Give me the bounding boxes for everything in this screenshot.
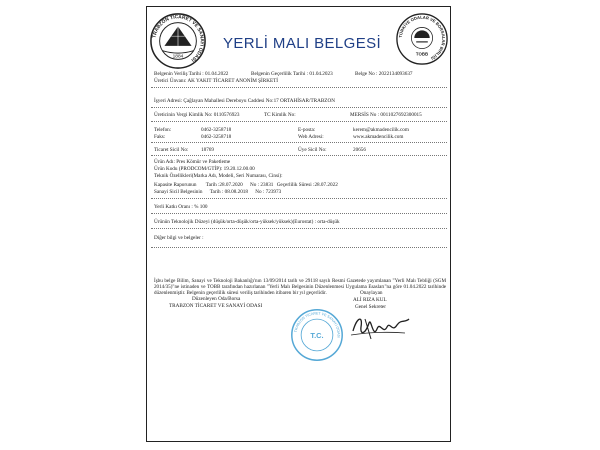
producer-row: Üretici Ünvanı: AK YAKIT TİCARET ANONİM ŞİRKETİ	[154, 78, 279, 84]
address-row: İşyeri Adresi: Çağlayan Mahallesi Dereboyu Caddesi No:17 ORTAHİSAR/TRABZON	[154, 98, 335, 104]
legal-body-text: İşbu belge Bilim, Sanayi ve Teknoloji Bakanlığı'nın 13/09/2014 tarih ve 29118 sayılı Resmi Gazetede yayımlanan "Yerli Malı Tebliği (SGM 2014/35)"ne istinaden ve TOBB tarafından hazırlanan "Yerli Malı Belgesinin Düzenlenmesi Uygulama Esasları"na göre 01.04.2022 tarihinde düzenlenmiştir. Belgenin geçerlilik süresi veriliş tarihinden itibaren bir yıl geçerlidir.	[154, 278, 446, 297]
document-number-row: Belge No : 2022134093637	[355, 71, 413, 77]
document-title: YERLİ MALI BELGESİ	[223, 35, 382, 52]
tobb-seal-icon	[395, 12, 449, 66]
stamp-center-text: T.C.	[310, 330, 324, 340]
mersis-row: MERSİS No : 0011027692300015	[350, 112, 422, 118]
official-stamp-icon	[289, 305, 345, 365]
trade-registry-value: 18769	[201, 147, 214, 153]
email-value: kerem@akmadencilik.com	[353, 127, 409, 133]
tc-id-row: TC Kimlik No:	[264, 112, 296, 118]
phone-value: 0462-3258718	[201, 127, 232, 133]
signature-icon	[347, 309, 413, 343]
fax-value: 0462-3258718	[201, 134, 232, 140]
trade-registry-label: Ticaret Sicil No:	[154, 147, 189, 153]
product-name: Ürün Adı: Pres Kömür ve Paketleme	[154, 159, 231, 165]
member-registry-label: Üye Sicil No:	[298, 147, 327, 153]
product-code: Ürün Kodu (PRODCOM/GTİP): 19.20.12.00.00	[154, 166, 255, 172]
seal-year: 1884	[172, 54, 184, 60]
approver-name: ALİ RIZA KUL	[353, 297, 387, 303]
issuer-label: Düzenleyen Oda/Borsa	[192, 296, 241, 302]
tobb-ring-text: TÜRKİYE ODALAR VE BORSALAR BİRLİĞİ	[397, 14, 447, 61]
capacity-report-row: Kapasite Raporunun Tarih :28.07.2020 No : 23831 Geçerlilik Süresi :28.07.2022	[154, 182, 338, 188]
product-tech-specs: Teknik Özellikleri(Marka Adı, Modeli, Seri Numarası, Cinsi):	[154, 173, 283, 179]
certificate-document	[146, 6, 451, 442]
member-registry-value: 20656	[353, 147, 366, 153]
seal-ring-text: TRABZON TİCARET VE SANAYİ ODASI	[152, 15, 204, 63]
local-contribution-rate: Yerli Katkı Oranı : % 100	[154, 204, 208, 210]
approver-label: Onaylayan	[360, 290, 383, 296]
trabzon-chamber-seal-icon	[149, 12, 207, 70]
email-label: E-posta:	[298, 127, 316, 133]
web-value: www.akmadencilik.com	[353, 134, 404, 140]
industry-registry-row: Sanayi Sicil Belgesinin Tarih : 08.08.2018 No : 723973	[154, 189, 282, 195]
validity-date-row: Belgenin Geçerlilik Tarihi : 01.04.2023	[251, 71, 333, 77]
web-label: Web Adresi:	[298, 134, 324, 140]
approver-title: Genel Sekreter	[355, 304, 386, 310]
technology-level: Ürünün Teknolojik Düzeyi (düşük/orta-düşük/orta-yüksek/yüksek)(Eurostat) : orta-düşük	[154, 219, 340, 225]
tax-id-row: Üreticinin Vergi Kimlik No: 0110576923	[154, 112, 240, 118]
issuer-name: TRABZON TİCARET VE SANAYİ ODASI	[169, 303, 263, 309]
phone-label: Telefon:	[154, 127, 172, 133]
stamp-ring-text: TRABZON TİCARET VE SANAYİ ODASI	[293, 311, 341, 339]
fax-label: Faks:	[154, 134, 166, 140]
other-info: Diğer bilgi ve belgeler :	[154, 235, 204, 241]
tobb-abbr: TOBB	[415, 51, 429, 57]
issue-date-row: Belgenin Veriliş Tarihi : 01.04.2022	[154, 71, 229, 77]
